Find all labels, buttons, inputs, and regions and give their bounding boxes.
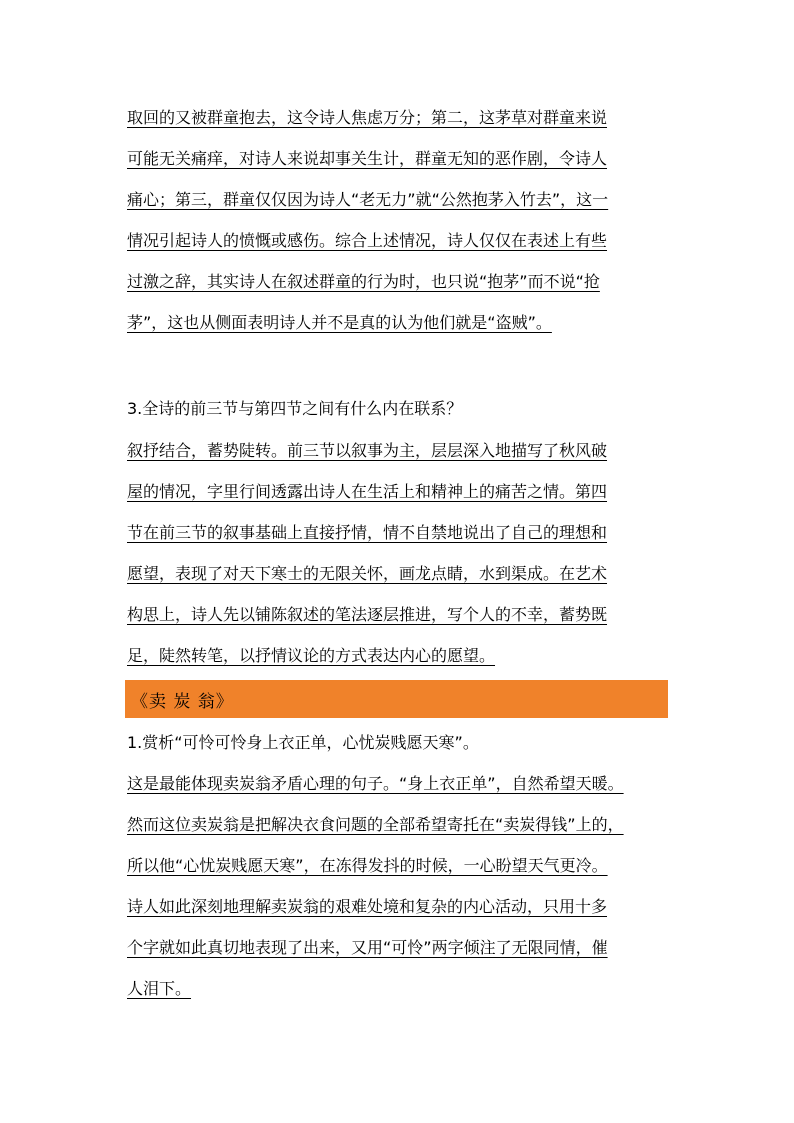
- answer-line: 诗人如此深刻地理解卖炭翁的艰难处境和复杂的内心活动，只用十多: [127, 897, 608, 916]
- answer-line: 屋的情况，字里行间透露出诗人在生活上和精神上的痛苦之情。第四: [127, 482, 608, 501]
- answer-line: 愿望，表现了对天下寒士的无限关怀，画龙点睛，水到渠成。在艺术: [127, 564, 608, 583]
- section-banner: [125, 680, 668, 718]
- answer-3: [127, 441, 672, 666]
- answer-line: 叙抒结合，蓄势陡转。前三节以叙事为主，层层深入地描写了秋风破: [127, 441, 608, 460]
- answer-line: 然而这位卖炭翁是把解决衣食问题的全部希望寄托在“卖炭得钱”上的，: [127, 815, 624, 834]
- paragraph-line: 情况引起诗人的愤慨或感伤。综合上述情况，诗人仅仅在表述上有些: [127, 231, 608, 250]
- question-1: [127, 733, 672, 753]
- answer-line: 这是最能体现卖炭翁矛盾心理的句子。“身上衣正单”，自然希望天暖。: [127, 774, 624, 793]
- paragraph-line: 茅”，这也从侧面表明诗人并不是真的认为他们就是“盗贼”。: [127, 313, 552, 332]
- question-3: [127, 399, 672, 419]
- paragraph-line: 可能无关痛痒，对诗人来说却事关生计，群童无知的恶作剧，令诗人: [127, 149, 608, 168]
- section-title: 《卖 炭 翁》: [131, 691, 234, 712]
- paragraph-continuation: [127, 108, 672, 333]
- answer-line: 构思上，诗人先以铺陈叙述的笔法逐层推进，写个人的不幸，蓄势既: [127, 605, 608, 624]
- answer-1: [127, 774, 672, 999]
- answer-line: 节在前三节的叙事基础上直接抒情，情不自禁地说出了自己的理想和: [127, 523, 608, 542]
- paragraph-line: 过激之辞，其实诗人在叙述群童的行为时，也只说“抱茅”而不说“抢: [127, 272, 600, 291]
- answer-line: 个字就如此真切地表现了出来，又用“可怜”两字倾注了无限同情，催: [127, 938, 608, 957]
- answer-line: 所以他“心忧炭贱愿天寒”，在冻得发抖的时候，一心盼望天气更冷。: [127, 856, 608, 875]
- answer-line: 足，陡然转笔，以抒情议论的方式表达内心的愿望。: [127, 646, 496, 665]
- question-text: 3.全诗的前三节与第四节之间有什么内在联系？: [127, 399, 463, 418]
- paragraph-line: 痛心；第三，群童仅仅因为诗人“老无力”就“公然抱茅入竹去”，这一: [127, 190, 609, 209]
- answer-line: 人泪下。: [127, 979, 192, 998]
- question-text: 1.赏析“可怜可怜身上衣正单，心忧炭贱愿天寒”。: [127, 733, 479, 752]
- paragraph-line: 取回的又被群童抱去，这令诗人焦虑万分；第二，这茅草对群童来说: [127, 108, 608, 127]
